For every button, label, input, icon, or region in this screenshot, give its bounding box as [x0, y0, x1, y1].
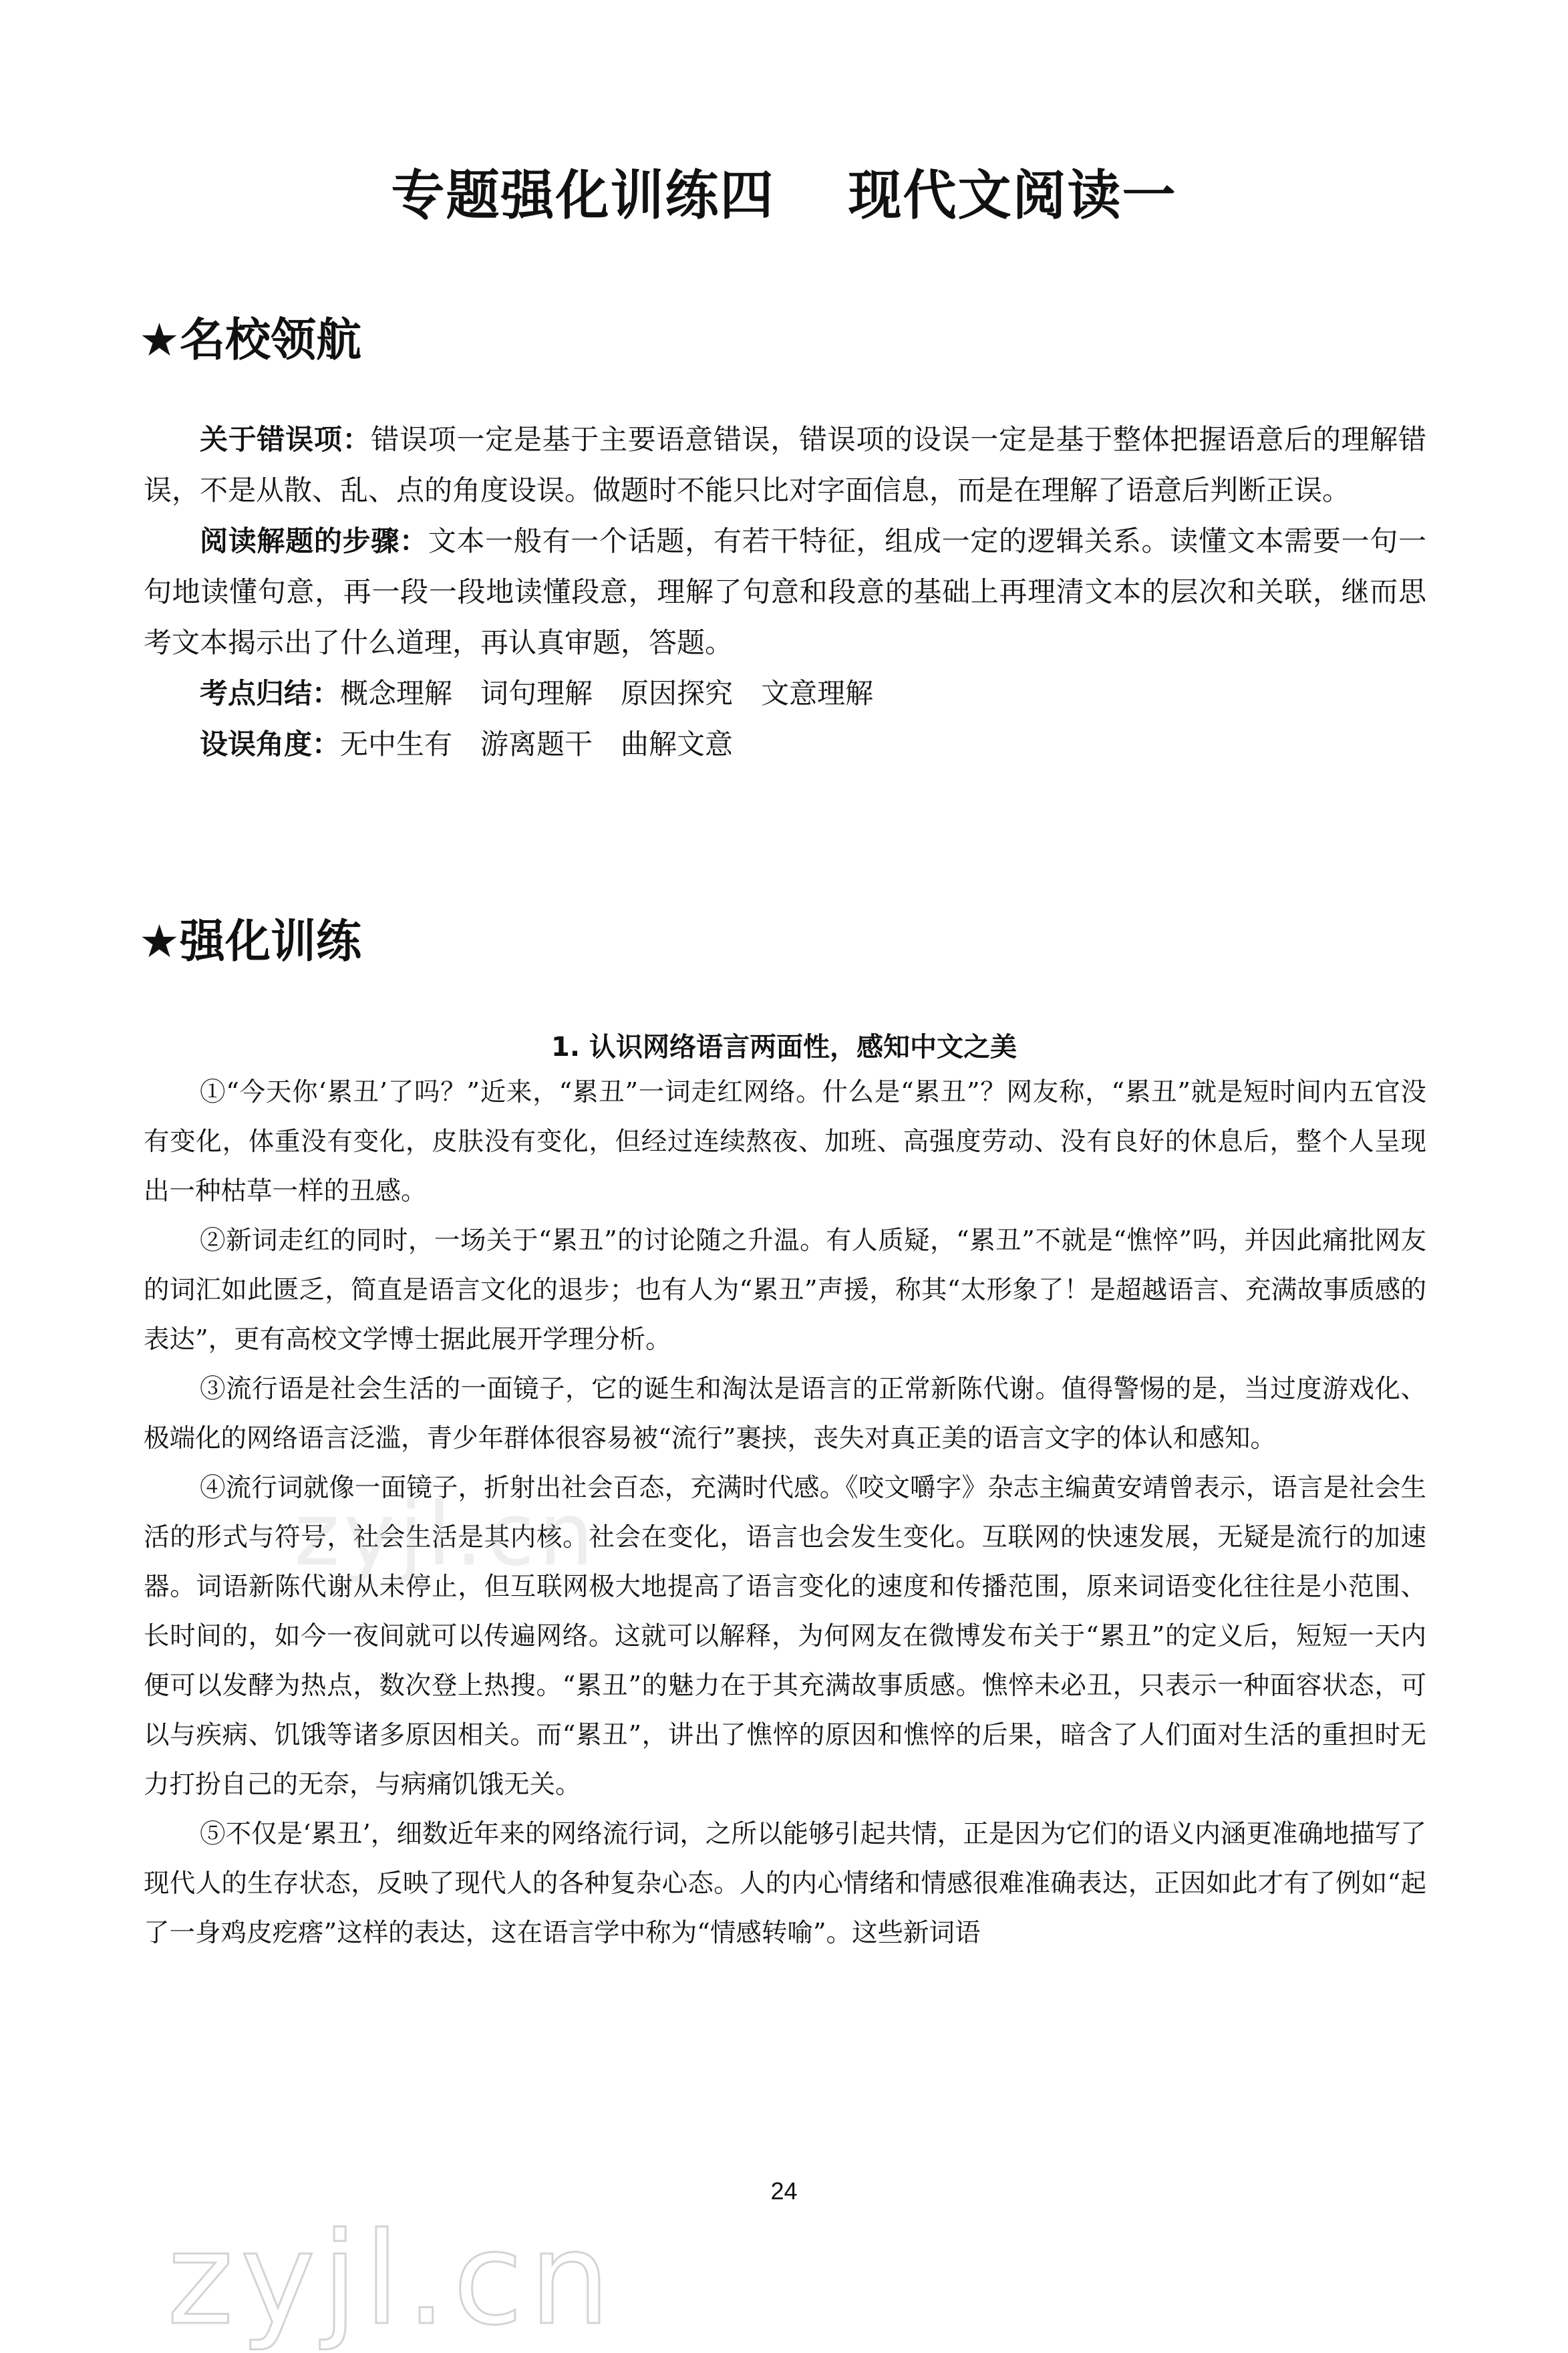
wrong-options-text: 错误项一定是基于主要语意错误，错误项的设误一定是基于整体把握语意后的理解错误，不是从散、乱、点的角度设误。做题时不能只比对字面信息，而是在理解了语意后判断正误。 [144, 423, 1426, 507]
guidance-paragraph-steps [144, 516, 1426, 668]
page-number: 24 [770, 2177, 798, 2205]
wrong-options-label: 关于错误项： [200, 423, 371, 456]
title-part-2: 现代文阅读一 [848, 164, 1177, 227]
error-angles-label: 设误角度： [200, 728, 341, 760]
article-title: 1. 认识网络语言两面性，感知中文之美 [551, 1032, 1017, 1063]
exam-points-line [144, 668, 1426, 719]
article-paragraph: ②新词走红的同时，一场关于“累丑”的讨论随之升温。有人质疑，“累丑”不就是“憔悴”吗，并因此痛批网友的词汇如此匮乏，简直是语言文化的退步；也有人为“累丑”声援，称其“太形象了！是超越语言、充满故事质感的表达”，更有高校文学博士据此展开学理分析。 [144, 1226, 1426, 1355]
steps-text: 文本一般有一个话题，有若干特征，组成一定的逻辑关系。读懂文本需要一句一句地读懂句意，再一段一段地读懂段意，理解了句意和段意的基础上再理清文本的层次和关联，继而思考文本揭示出了什么道理，再认真审题，答题。 [144, 525, 1426, 659]
page-title [0, 152, 1568, 229]
section-heading-intensive-training: ★强化训练 [139, 916, 361, 968]
article-paragraph: ④流行词就像一面镜子，折射出社会百态，充满时代感。《咬文嚼字》杂志主编黄安靖曾表示，语言是社会生活的形式与符号，社会生活是其内核。社会在变化，语言也会发生变化。互联网的快速发展，无疑是流行的加速器。词语新陈代谢从未停止，但互联网极大地提高了语言变化的速度和传播范围，原来词语变化往往是小范围、长时间的，如今一夜间就可以传遍网络。这就可以解释，为何网友在微博发布关于“累丑”的定义后，短短一天内便可以发酵为热点，数次登上热搜。“累丑”的魅力在于其充满故事质感。憔悴未必丑，只表示一种面容状态，可以与疾病、饥饿等诸多原因相关。而“累丑”，讲出了憔悴的原因和憔悴的后果，暗含了人们面对生活的重担时无力打扮自己的无奈，与病痛饥饿无关。 [144, 1473, 1426, 1800]
steps-label: 阅读解题的步骤： [200, 525, 428, 557]
guidance-block [144, 414, 1426, 770]
error-angle: 曲解文意 [621, 728, 734, 760]
watermark-outline: zyjl.cn [167, 2205, 617, 2353]
section-heading-famous-schools: ★名校领航 [139, 314, 361, 367]
exam-points-label: 考点归结： [200, 677, 341, 710]
guidance-paragraph-wrong-options [144, 414, 1426, 516]
article-paragraph: ⑤不仅是‘累丑’，细数近年来的网络流行词，之所以能够引起共情，正是因为它们的语义内涵更准确地描写了现代人的生存状态，反映了现代人的各种复杂心态。人的内心情绪和情感很难准确表达，正因如此才有了例如“起了一身鸡皮疙瘩”这样的表达，这在语言学中称为“情感转喻”。这些新词语 [144, 1819, 1426, 1948]
exam-point: 概念理解 [340, 677, 453, 710]
exam-point: 词句理解 [480, 677, 593, 710]
error-angle: 游离题干 [480, 728, 593, 760]
article-paragraph: ③流行语是社会生活的一面镜子，它的诞生和淘汰是语言的正常新陈代谢。值得警惕的是，当过度游戏化、极端化的网络语言泛滥，青少年群体很容易被“流行”裹挟，丧失对真正美的语言文字的体认和感知。 [144, 1374, 1426, 1454]
error-angle: 无中生有 [340, 728, 453, 760]
exam-point: 文意理解 [761, 677, 874, 710]
watermark-faint: zyjl.cn [294, 1484, 598, 1585]
error-angles-line [144, 719, 1426, 770]
title-part-1: 专题强化训练四 [391, 164, 775, 227]
exam-point: 原因探究 [621, 677, 734, 710]
article-paragraph: ①“今天你‘累丑’了吗？”近来，“累丑”一词走红网络。什么是“累丑”？网友称，“累丑”就是短时间内五官没有变化，体重没有变化，皮肤没有变化，但经过连续熬夜、加班、高强度劳动、没有良好的休息后，整个人呈现出一种枯草一样的丑感。 [144, 1077, 1426, 1206]
